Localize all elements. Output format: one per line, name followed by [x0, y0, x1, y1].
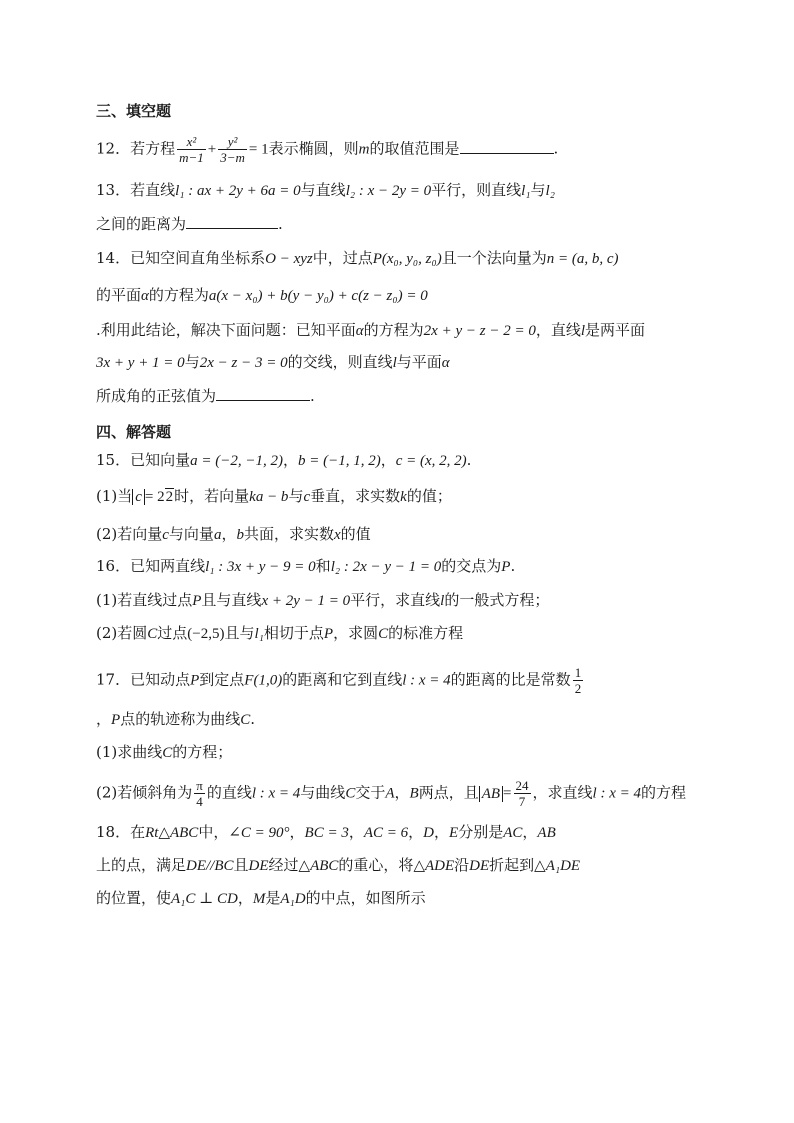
question-14: 14．已知空间直角坐标系O − xyz中，过点P(x₀, y₀, z₀)且一个法向量为n = (a, b, c) [96, 249, 619, 267]
answer-blank[interactable] [216, 386, 310, 401]
question-number: 13． [96, 181, 131, 199]
question-number: 15． [96, 451, 131, 469]
section-title-fill-blank: 三、填空题 [96, 102, 172, 120]
question-18: 18．在Rt△ABC中，∠C = 90°，BC = 3，AC = 6，D，E分别是AC，AB [96, 823, 556, 841]
question-number: 18． [96, 823, 131, 841]
fraction: $\frac{\pi}{4}$ [196, 778, 203, 809]
question-number: 17． [96, 670, 131, 689]
question-17-part1: (1)求曲线C的方程； [96, 743, 233, 761]
question-17-line2: ，P点的轨迹称为曲线C. [96, 710, 255, 728]
answer-blank[interactable] [186, 214, 278, 229]
section-title-answer: 四、解答题 [96, 423, 172, 441]
fraction: $\frac{1}{2}$ [574, 665, 582, 696]
question-18-line2: 上的点，满足DE//BC且DE经过△ABC的重心，将△ADE沿DE折起到△A₁DE [96, 856, 581, 874]
question-16: 16．已知两直线l₁ : 3x + y − 9 = 0和l₂ : 2x − y − 1 = 0的交点为P. [96, 557, 516, 575]
question-18-line3: 的位置，使A₁C ⊥ CD，M是A₁D的中点，如图所示 [96, 889, 426, 907]
question-14-line4: 3x + y + 1 = 0与2x − z − 3 = 0的交线，则直线l与平面α [96, 353, 450, 371]
fraction: $\frac{\text{y²}}{3-m}$ [220, 134, 245, 165]
question-15-part2: (2)若向量c与向量a，b共面，求实数x的值 [96, 525, 371, 543]
question-15-part1: (1)当 c = 22时，若向量ka − b与c垂直，求实数k的值； [96, 487, 452, 505]
fraction: $\frac{24}{7}$ [515, 778, 529, 809]
question-number: 16． [96, 557, 131, 575]
question-number: 12． [96, 139, 131, 158]
question-number: 14． [96, 249, 131, 267]
question-14-line3: .利用此结论，解决下面问题：已知平面α的方程为2x + y − z − 2 = 0，直线l是两平面 [96, 321, 646, 339]
question-17-part2: (2)若倾斜角为 $\frac{\pi}{4}$ 的直线l : x = 4与曲线C交于A，B两点，且 AB = $\frac{24}{7}$ ，求直线l : x = 4的方程 [96, 778, 686, 809]
question-14-line2: 的平面α的方程为a(x − x₀) + b(y − y₀) + c(z − z₀) = 0 [96, 286, 428, 304]
question-13-line2: 之间的距离为 . [96, 215, 283, 233]
question-14-line5: 所成角的正弦值为 . [96, 387, 315, 405]
question-13: 13．若直线l₁ : ax + 2y + 6a = 0与直线l₂ : x − 2y = 0平行，则直线l₁与l₂ [96, 181, 555, 199]
question-12: 12．若方程 $\frac{\text{x²}}{m-1}$ + $\frac{\text{y²}}{3-m}$ = 1表示椭圆，则m的取值范围是 . [96, 134, 559, 165]
question-17: 17．已知动点P到定点F(1,0)的距离和它到直线l : x = 4的距离的比是常数 $\frac{1}{2}$ [96, 665, 582, 696]
question-16-part1: (1)若直线过点P且与直线x + 2y − 1 = 0平行，求直线l的一般式方程； [96, 591, 550, 609]
question-16-part2: (2)若圆C过点(−2,5)且与l₁相切于点P，求圆C的标准方程 [96, 624, 464, 642]
question-15: 15．已知向量a = (−2, −1, 2)，b = (−1, 1, 2)，c = (x, 2, 2). [96, 451, 472, 469]
q12-text: 若方程 [130, 139, 176, 158]
answer-blank[interactable] [460, 139, 554, 154]
fraction: $\frac{\text{x²}}{m-1}$ [179, 134, 204, 165]
